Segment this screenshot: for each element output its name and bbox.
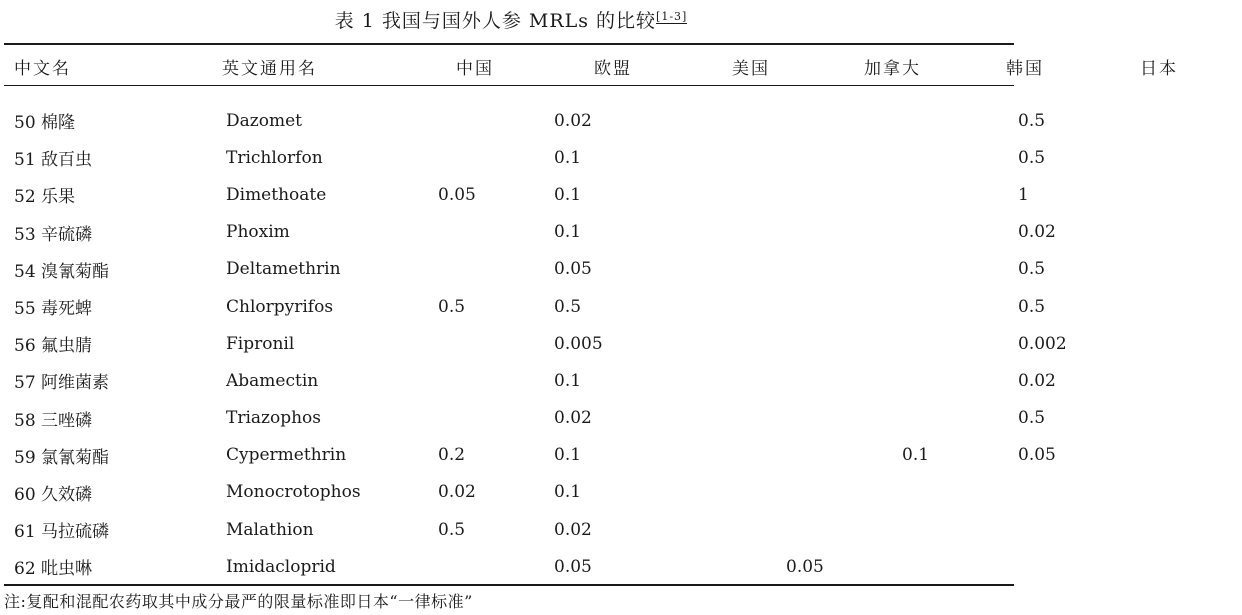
table-header-rule xyxy=(4,85,1014,86)
caption-reference: [1-3] xyxy=(656,9,688,23)
cell-usa xyxy=(656,214,772,251)
cell-korea xyxy=(888,474,1004,511)
table-top-rule xyxy=(4,43,1014,45)
cell-china xyxy=(424,214,540,251)
cell-korea xyxy=(888,400,1004,437)
table-row xyxy=(0,251,1120,288)
cell-usa xyxy=(656,548,772,585)
cell-canada: 0.05 xyxy=(786,556,824,577)
cell-korea xyxy=(888,176,1004,213)
cell-china: 0.02 xyxy=(438,482,476,503)
cell-eu: 0.1 xyxy=(554,184,582,205)
cell-chinese-name: 56 氟虫腈 xyxy=(14,336,93,357)
cell-english-name: Trichlorfon xyxy=(226,147,323,168)
header-row xyxy=(0,48,1242,84)
cell-usa xyxy=(656,251,772,288)
header-usa: 美国 xyxy=(732,58,770,79)
cell-usa xyxy=(656,102,772,139)
cell-japan: 0.05 xyxy=(1018,445,1056,466)
cell-english-name: Monocrotophos xyxy=(226,482,361,503)
cell-english-name: Abamectin xyxy=(226,370,319,391)
header-canada: 加拿大 xyxy=(864,58,921,79)
cell-english-name: Chlorpyrifos xyxy=(226,296,334,317)
table-row xyxy=(0,102,1120,139)
cell-english-name: Deltamethrin xyxy=(226,259,341,280)
cell-china xyxy=(424,251,540,288)
cell-china xyxy=(424,102,540,139)
cell-japan: 0.5 xyxy=(1018,259,1046,280)
cell-chinese-name: 58 三唑磷 xyxy=(14,410,93,431)
cell-eu: 0.05 xyxy=(554,259,592,280)
cell-eu: 0.1 xyxy=(554,370,582,391)
table-row xyxy=(0,511,1120,548)
header-korea: 韩国 xyxy=(1006,58,1044,79)
cell-canada xyxy=(772,437,888,474)
cell-english-name: Phoxim xyxy=(226,222,290,243)
header-japan: 日本 xyxy=(1140,58,1178,79)
cell-korea xyxy=(888,214,1004,251)
header-china: 中国 xyxy=(456,58,494,79)
cell-chinese-name: 62 吡虫啉 xyxy=(14,559,93,580)
cell-korea xyxy=(888,251,1004,288)
cell-chinese-name: 54 溴氰菊酯 xyxy=(14,261,110,282)
table-row xyxy=(0,176,1120,213)
cell-english-name: Fipronil xyxy=(226,333,295,354)
cell-japan: 0.02 xyxy=(1018,370,1056,391)
cell-canada xyxy=(772,214,888,251)
cell-china: 0.2 xyxy=(438,445,466,466)
cell-eu: 0.1 xyxy=(554,147,582,168)
cell-china xyxy=(424,139,540,176)
table-row xyxy=(0,548,1120,585)
cell-english-name: Triazophos xyxy=(226,408,322,429)
cell-eu: 0.02 xyxy=(554,408,592,429)
cell-korea xyxy=(888,102,1004,139)
cell-korea xyxy=(888,362,1004,399)
table-row xyxy=(0,325,1120,362)
header-english-name: 英文通用名 xyxy=(222,58,317,79)
cell-eu: 0.1 xyxy=(554,482,582,503)
cell-japan xyxy=(1004,548,1120,585)
cell-eu: 0.1 xyxy=(554,222,582,243)
cell-chinese-name: 50 棉隆 xyxy=(14,113,76,134)
table-row xyxy=(0,362,1120,399)
cell-english-name: Malathion xyxy=(226,519,314,540)
cell-canada xyxy=(772,176,888,213)
cell-eu: 0.005 xyxy=(554,333,603,354)
cell-canada xyxy=(772,474,888,511)
cell-eu: 0.1 xyxy=(554,445,582,466)
cell-china: 0.05 xyxy=(438,184,476,205)
cell-chinese-name: 61 马拉硫磷 xyxy=(14,522,110,543)
cell-chinese-name: 53 辛硫磷 xyxy=(14,224,93,245)
cell-usa xyxy=(656,325,772,362)
cell-chinese-name: 52 乐果 xyxy=(14,187,76,208)
cell-eu: 0.02 xyxy=(554,519,592,540)
cell-canada xyxy=(772,251,888,288)
cell-usa xyxy=(656,288,772,325)
table-header xyxy=(0,48,1242,84)
table-row xyxy=(0,214,1120,251)
table-row xyxy=(0,139,1120,176)
cell-usa xyxy=(656,362,772,399)
cell-canada xyxy=(772,325,888,362)
table-row xyxy=(0,437,1120,474)
cell-chinese-name: 55 毒死蜱 xyxy=(14,299,93,320)
cell-canada xyxy=(772,511,888,548)
table-caption xyxy=(0,8,1022,34)
cell-korea xyxy=(888,511,1004,548)
cell-china xyxy=(424,325,540,362)
cell-english-name: Cypermethrin xyxy=(226,445,347,466)
cell-korea xyxy=(888,548,1004,585)
cell-china: 0.5 xyxy=(438,296,466,317)
cell-japan xyxy=(1004,511,1120,548)
table-note: 注:复配和混配农药取其中成分最严的限量标准即日本“一律标准” xyxy=(4,592,473,611)
cell-japan: 0.5 xyxy=(1018,110,1046,131)
cell-usa xyxy=(656,474,772,511)
cell-korea: 0.1 xyxy=(902,445,930,466)
cell-canada xyxy=(772,362,888,399)
cell-canada xyxy=(772,400,888,437)
cell-korea xyxy=(888,139,1004,176)
cell-japan: 0.5 xyxy=(1018,296,1046,317)
header-eu: 欧盟 xyxy=(594,58,632,79)
cell-english-name: Imidacloprid xyxy=(226,556,336,577)
cell-eu: 0.02 xyxy=(554,110,592,131)
cell-english-name: Dazomet xyxy=(226,110,302,131)
table-row xyxy=(0,400,1120,437)
cell-japan xyxy=(1004,474,1120,511)
cell-japan: 1 xyxy=(1018,184,1029,205)
table-row xyxy=(0,288,1120,325)
cell-japan: 0.5 xyxy=(1018,147,1046,168)
cell-canada xyxy=(772,102,888,139)
cell-japan: 0.02 xyxy=(1018,222,1056,243)
table-bottom-rule xyxy=(4,584,1014,586)
cell-usa xyxy=(656,437,772,474)
caption-text: 表 1 我国与国外人参 MRLs 的比较 xyxy=(334,10,657,32)
cell-canada xyxy=(772,288,888,325)
cell-chinese-name: 57 阿维菌素 xyxy=(14,373,110,394)
cell-korea xyxy=(888,325,1004,362)
cell-chinese-name: 60 久效磷 xyxy=(14,484,93,505)
cell-china xyxy=(424,362,540,399)
cell-usa xyxy=(656,511,772,548)
cell-china: 0.5 xyxy=(438,519,466,540)
cell-chinese-name: 51 敌百虫 xyxy=(14,150,93,171)
cell-canada xyxy=(772,139,888,176)
table-row xyxy=(0,474,1120,511)
cell-english-name: Dimethoate xyxy=(226,184,327,205)
cell-usa xyxy=(656,400,772,437)
mrl-table-body xyxy=(0,102,1120,585)
cell-china xyxy=(424,548,540,585)
cell-korea xyxy=(888,288,1004,325)
cell-eu: 0.05 xyxy=(554,556,592,577)
cell-japan: 0.5 xyxy=(1018,408,1046,429)
header-chinese-name: 中文名 xyxy=(14,58,71,79)
cell-usa xyxy=(656,139,772,176)
cell-usa xyxy=(656,176,772,213)
cell-eu: 0.5 xyxy=(554,296,582,317)
cell-chinese-name: 59 氯氰菊酯 xyxy=(14,447,110,468)
cell-china xyxy=(424,400,540,437)
cell-japan: 0.002 xyxy=(1018,333,1067,354)
